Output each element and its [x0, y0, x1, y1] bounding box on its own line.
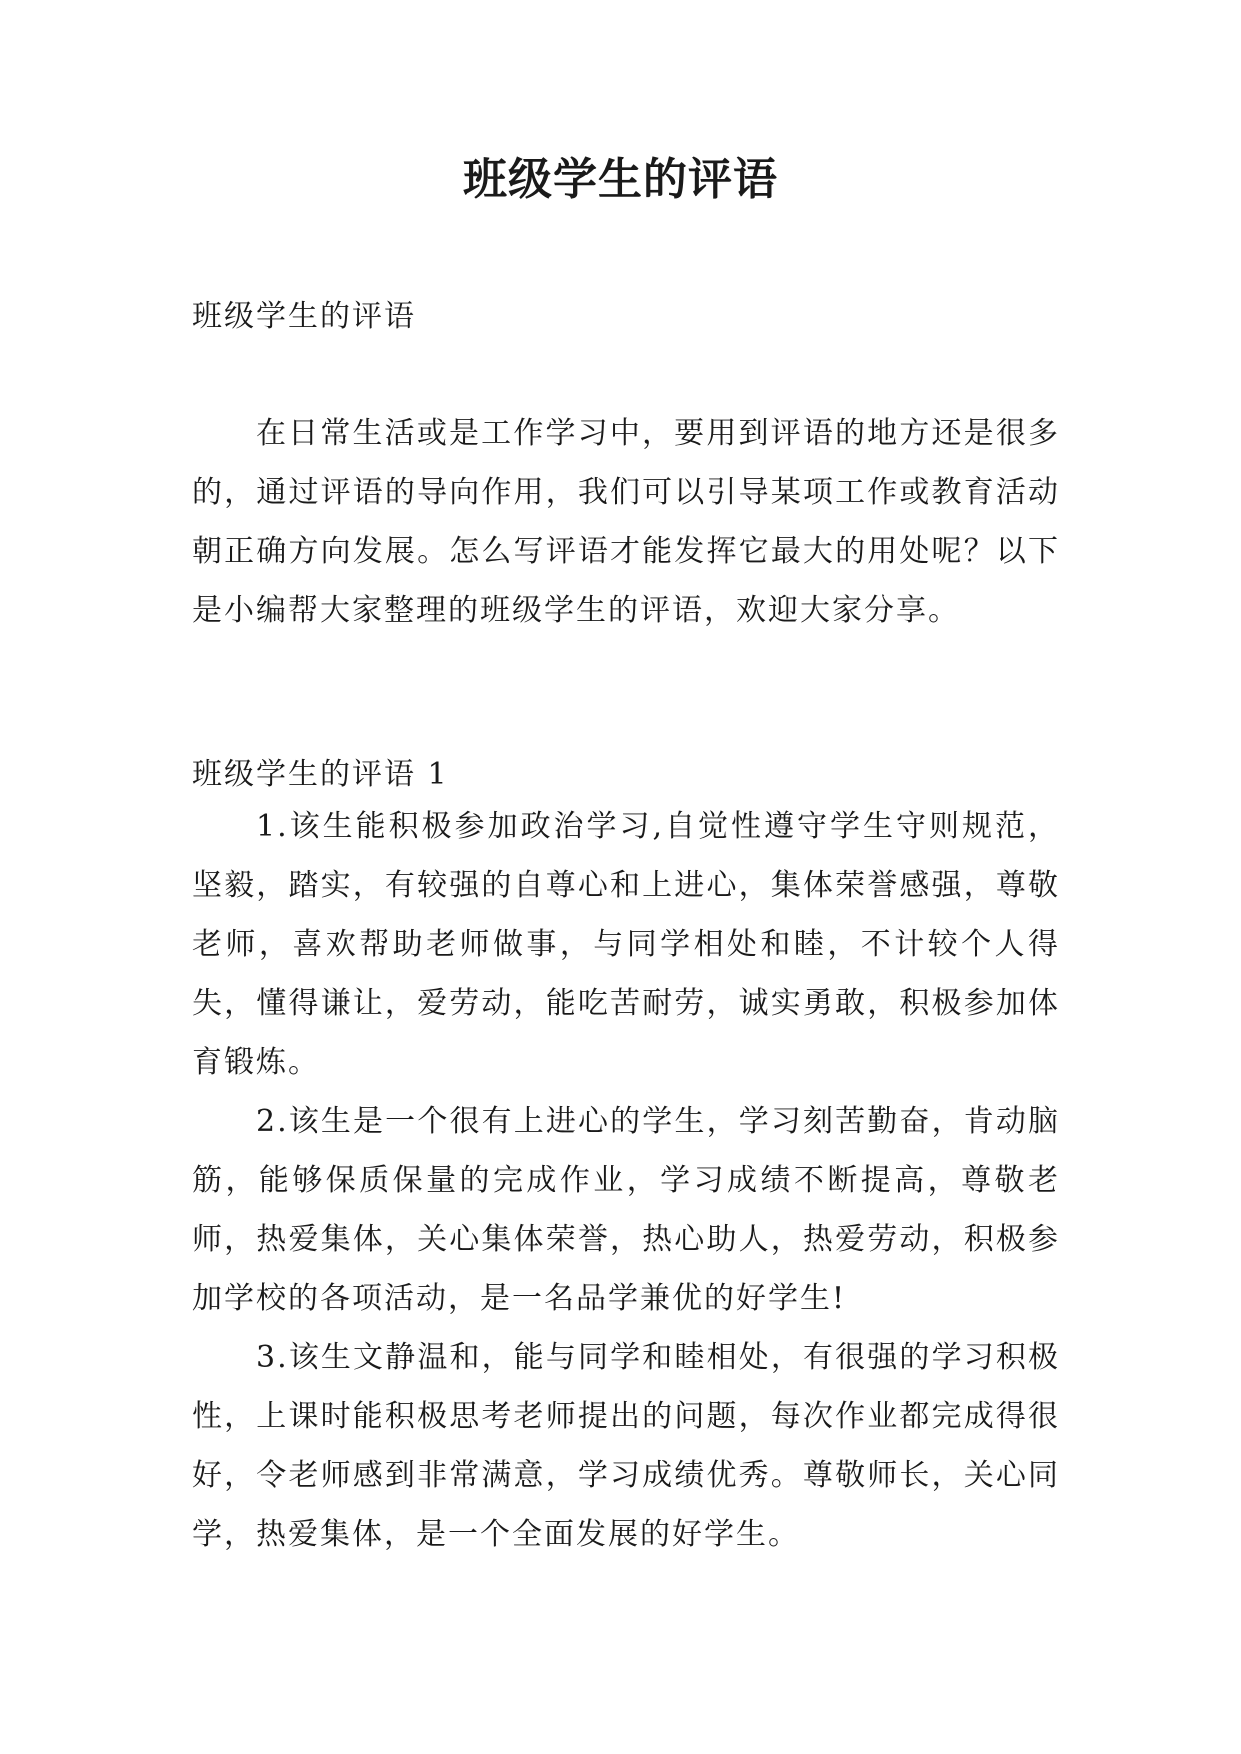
comment-item-2: 2.该生是一个很有上进心的学生，学习刻苦勤奋，肯动脑筋，能够保质保量的完成作业，学习成绩不断提高，尊敬老师，热爱集体，关心集体荣誉，热心助人，热爱劳动，积极参加学校的各项活动，是一名品学兼优的好学生! [192, 1104, 1060, 1316]
section-heading: 班级学生的评语 1 [192, 757, 449, 792]
intro-paragraph: 在日常生活或是工作学习中，要用到评语的地方还是很多的，通过评语的导向作用，我们可以引导某项工作或教育活动朝正确方向发展。怎么写评语才能发挥它最大的用处呢？以下是小编帮大家整理的班级学生的评语，欢迎大家分享。 [192, 416, 1060, 628]
document-title: 班级学生的评语 [463, 154, 778, 205]
comment-item-3: 3.该生文静温和，能与同学和睦相处，有很强的学习积极性，上课时能积极思考老师提出的问题，每次作业都完成得很好，令老师感到非常满意，学习成绩优秀。尊敬师长，关心同学，热爱集体，是一个全面发展的好学生。 [192, 1340, 1060, 1552]
document-subtitle: 班级学生的评语 [192, 299, 416, 334]
comment-item-1: 1.该生能积极参加政治学习,自觉性遵守学生守则规范，坚毅，踏实，有较强的自尊心和上进心，集体荣誉感强，尊敬老师，喜欢帮助老师做事，与同学相处和睦，不计较个人得失，懂得谦让，爱劳动，能吃苦耐劳，诚实勇敢，积极参加体育锻炼。 [192, 809, 1060, 1080]
comment-list [192, 797, 1060, 1564]
